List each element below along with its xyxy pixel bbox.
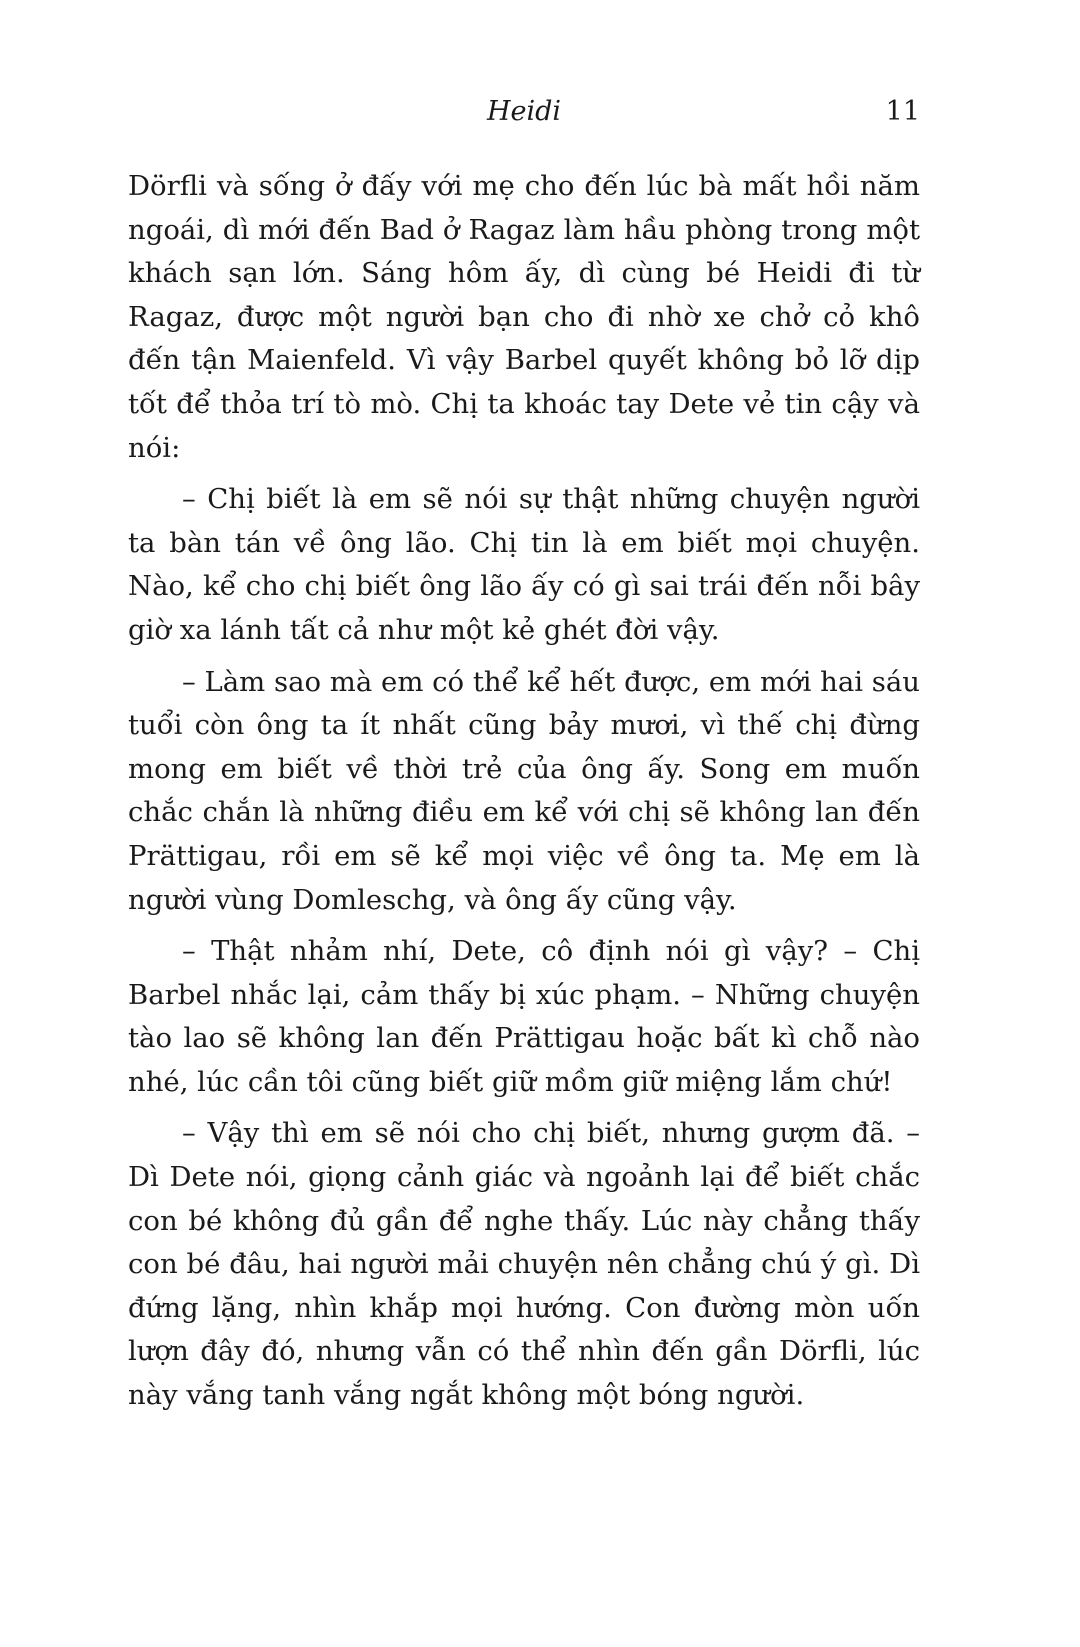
paragraph-dialogue-barbel-reply: – Thật nhảm nhí, Dete, cô định nói gì vậy? – Chị Barbel nhắc lại, cảm thấy bị xúc phạm. – Những chuyện tào lao sẽ không lan đến Prättigau hoặc bất kì chỗ nào nhé, lúc cần tôi cũng biết giữ mồm giữ miệng lắm chứ! [128, 935, 920, 1098]
running-title: Heidi [486, 96, 562, 127]
paragraph-dialogue-barbel: – Chị biết là em sẽ nói sự thật những chuyện người ta bàn tán về ông lão. Chị tin là em biết mọi chuyện. Nào, kể cho chị biết ông lão ấy có gì sai trái đến nỗi bây giờ xa lánh tất cả như một kẻ ghét đời vậy. [128, 483, 920, 646]
paragraph-dialogue-dete-reply: – Vậy thì em sẽ nói cho chị biết, nhưng gượm đã. – Dì Dete nói, giọng cảnh giác và ngoảnh lại để biết chắc con bé không đủ gần để nghe thấy. Lúc này chẳng thấy con bé đâu, hai người mải chuyện nên chẳng chú ý gì. Dì đứng lặng, nhìn khắp mọi hướng. Con đường mòn uốn lượn đây đó, nhưng vẫn có thể nhìn đến gần Dörfli, lúc này vắng tanh vắng ngắt không một bóng người. [128, 1117, 920, 1412]
body-text [128, 165, 920, 1426]
page-number: 11 [885, 96, 920, 127]
paragraph-continuation: Dörfli và sống ở đấy với mẹ cho đến lúc bà mất hồi năm ngoái, dì mới đến Bad ở Ragaz làm hầu phòng trong một khách sạn lớn. Sáng hôm ấy, dì cùng bé Heidi đi từ Ragaz, được một người bạn cho đi nhờ xe chở cỏ khô đến tận Maienfeld. Vì vậy Barbel quyết không bỏ lỡ dịp tốt để thỏa trí tò mò. Chị ta khoác tay Dete vẻ tin cậy và nói: [128, 170, 920, 464]
running-header [128, 92, 920, 132]
paragraph-dialogue-dete: – Làm sao mà em có thể kể hết được, em mới hai sáu tuổi còn ông ta ít nhất cũng bảy mươi, vì thế chị đừng mong em biết về thời trẻ của ông ấy. Song em muốn chắc chắn là những điều em kể với chị sẽ không lan đến Prättigau, rồi em sẽ kể mọi việc về ông ta. Mẹ em là người vùng Domleschg, và ông ấy cũng vậy. [128, 665, 920, 916]
